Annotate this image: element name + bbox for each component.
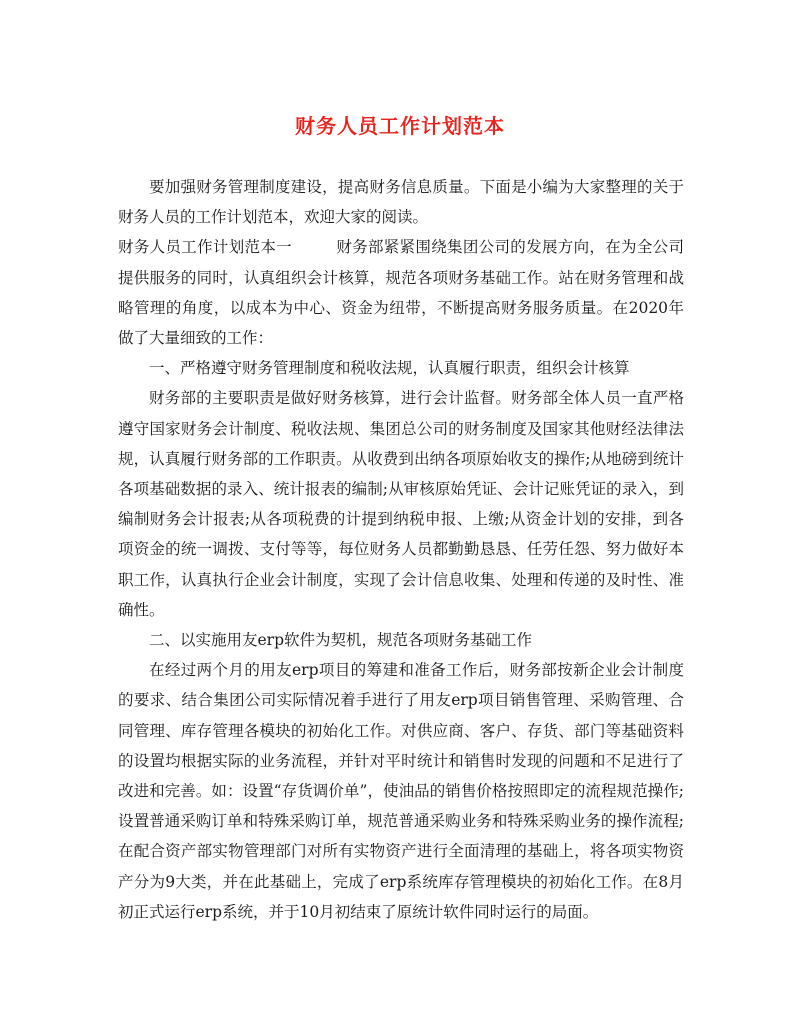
paragraph-one: 财务部的主要职责是做好财务核算，进行会计监督。财务部全体人员一直严格遵守国家财务会计制度、税收法规、集团总公司的财务制度及国家其他财经法律法规，认真履行财务部的工作职责。从收费到出纳各项原始收支的操作;从地磅到统计各项基础数据的录入、统计报表的编制;从审核原始凭证、会计记账凭证的录入，到编制财务会计报表;从各项税费的计提到纳税申报、上缴;从资金计划的安排，到各项资金的统一调拨、支付等等，每位财务人员都勤勤恳恳、任劳任怨、努力做好本职工作，认真执行企业会计制度，实现了会计信息收集、处理和传递的及时性、准确性。 xyxy=(118,389,684,619)
section-label: 财务人员工作计划范本一 xyxy=(118,238,292,257)
section-intro: 财务部紧紧围绕集团公司的发展方向，在为全公司提供服务的同时，认真组织会计核算，规范各项财务基础工作。站在财务管理和战略管理的角度，以成本为中心、资金为纽带，不断提高财务服务质量。在2020年做了大量细致的工作： xyxy=(118,238,684,348)
document-body xyxy=(118,172,684,927)
heading-two: 二、以实施用友erp软件为契机，规范各项财务基础工作 xyxy=(149,631,533,650)
intro-paragraph: 要加强财务管理制度建设，提高财务信息质量。下面是小编为大家整理的关于财务人员的工作计划范本，欢迎大家的阅读。 xyxy=(118,178,684,227)
document-title: 财务人员工作计划范本 xyxy=(295,114,505,138)
paragraph-two: 在经过两个月的用友erp项目的筹建和准备工作后，财务部按新企业会计制度的要求、结合集团公司实际情况着手进行了用友erp项目销售管理、采购管理、合同管理、库存管理各模块的初始化工作。对供应商、客户、存货、部门等基础资料的设置均根据实际的业务流程，并针对平时统计和销售时发现的问题和不足进行了改进和完善。如：设置“存货调价单”，使油品的销售价格按照即定的流程规范操作;设置普通采购订单和特殊采购订单，规范普通采购业务和特殊采购业务的操作流程;在配合资产部实物管理部门对所有实物资产进行全面清理的基础上，将各项实物资产分为9大类，并在此基础上，完成了erp系统库存管理模块的初始化工作。在8月初正式运行erp系统，并于10月初结束了原统计软件同时运行的局面。 xyxy=(118,661,684,921)
section-one-paragraph xyxy=(118,232,684,353)
heading-one: 一、严格遵守财务管理制度和税收法规，认真履行职责，组织会计核算 xyxy=(149,359,630,378)
